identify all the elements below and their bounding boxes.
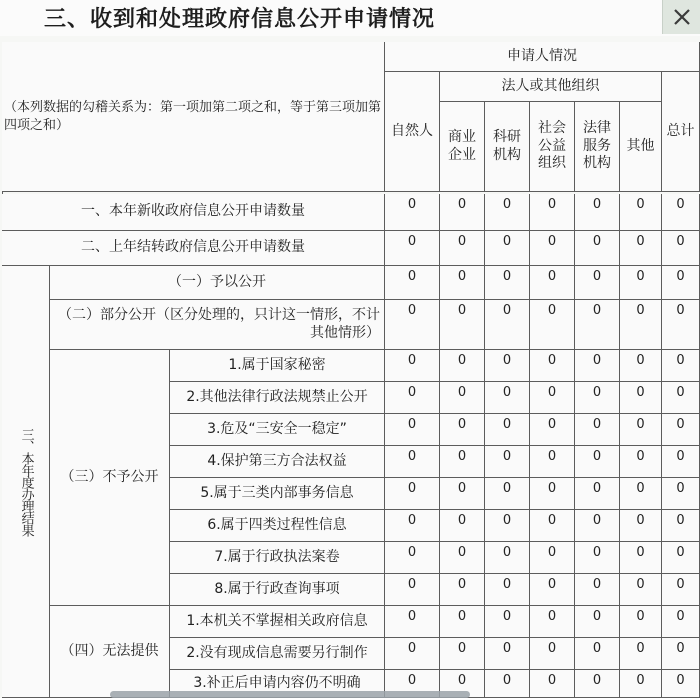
header-legal: 法人或其他组织 <box>440 72 662 102</box>
value-cell: 0 <box>575 446 620 478</box>
value-cell: 0 <box>530 670 575 698</box>
value-cell: 0 <box>440 266 485 300</box>
title-bar <box>0 0 700 36</box>
value-cell: 0 <box>440 478 485 510</box>
value-cell: 0 <box>385 574 440 606</box>
value-cell: 0 <box>440 510 485 542</box>
row-label: 7.属于行政执法案卷 <box>170 542 385 574</box>
value-cell: 0 <box>620 414 662 446</box>
value-cell: 0 <box>485 414 530 446</box>
header-applicant: 申请人情况 <box>385 42 700 72</box>
header-welfare: 社会 公益 组织 <box>530 102 575 192</box>
group-section3: 三、本年度办理结果 <box>2 266 50 698</box>
value-cell: 0 <box>530 382 575 414</box>
value-cell: 0 <box>575 382 620 414</box>
row-label: 一、本年新收政府信息公开申请数量 <box>2 194 385 231</box>
row-label: 8.属于行政查询事项 <box>170 574 385 606</box>
value-cell: 0 <box>620 231 662 266</box>
row-label: 1.属于国家秘密 <box>170 350 385 382</box>
value-cell: 0 <box>575 266 620 300</box>
value-cell: 0 <box>620 606 662 638</box>
value-cell: 0 <box>662 446 700 478</box>
value-cell: 0 <box>620 350 662 382</box>
value-cell: 0 <box>485 350 530 382</box>
row-label: 1.本机关不掌握相关政府信息 <box>170 606 385 638</box>
value-cell: 0 <box>385 414 440 446</box>
value-cell: 0 <box>440 231 485 266</box>
value-cell: 0 <box>485 231 530 266</box>
header-other: 其他 <box>620 102 662 192</box>
value-cell: 0 <box>530 446 575 478</box>
value-cell: 0 <box>620 446 662 478</box>
row-label: 3.危及“三安全一稳定” <box>170 414 385 446</box>
value-cell: 0 <box>485 300 530 350</box>
value-cell: 0 <box>575 510 620 542</box>
value-cell: 0 <box>662 350 700 382</box>
value-cell: 0 <box>575 606 620 638</box>
value-cell: 0 <box>575 574 620 606</box>
row-label: 4.保护第三方合法权益 <box>170 446 385 478</box>
value-cell: 0 <box>662 542 700 574</box>
row-label: 6.属于四类过程性信息 <box>170 510 385 542</box>
value-cell: 0 <box>385 670 440 698</box>
value-cell: 0 <box>530 606 575 638</box>
value-cell: 0 <box>530 350 575 382</box>
value-cell: 0 <box>575 638 620 670</box>
value-cell: 0 <box>385 266 440 300</box>
value-cell: 0 <box>530 266 575 300</box>
row-label: （一）予以公开 <box>50 266 385 300</box>
group-cannot-provide: （四）无法提供 <box>50 606 170 698</box>
value-cell: 0 <box>485 574 530 606</box>
value-cell: 0 <box>385 382 440 414</box>
value-cell: 0 <box>575 300 620 350</box>
value-cell: 0 <box>485 542 530 574</box>
value-cell: 0 <box>385 542 440 574</box>
value-cell: 0 <box>530 638 575 670</box>
value-cell: 0 <box>620 510 662 542</box>
value-cell: 0 <box>662 670 700 698</box>
value-cell: 0 <box>485 638 530 670</box>
value-cell: 0 <box>530 194 575 231</box>
value-cell: 0 <box>620 266 662 300</box>
row-label: 2.其他法律行政法规禁止公开 <box>170 382 385 414</box>
value-cell: 0 <box>440 638 485 670</box>
value-cell: 0 <box>620 382 662 414</box>
value-cell: 0 <box>662 606 700 638</box>
value-cell: 0 <box>530 300 575 350</box>
value-cell: 0 <box>575 414 620 446</box>
value-cell: 0 <box>485 510 530 542</box>
value-cell: 0 <box>385 446 440 478</box>
disclosure-table <box>0 36 700 698</box>
value-cell: 0 <box>575 231 620 266</box>
value-cell: 0 <box>530 510 575 542</box>
group-not-public: （三）不予公开 <box>50 350 170 606</box>
value-cell: 0 <box>440 382 485 414</box>
close-icon <box>671 6 693 28</box>
value-cell: 0 <box>530 542 575 574</box>
value-cell: 0 <box>485 606 530 638</box>
value-cell: 0 <box>662 478 700 510</box>
value-cell: 0 <box>385 606 440 638</box>
value-cell: 0 <box>575 670 620 698</box>
value-cell: 0 <box>662 574 700 606</box>
header-natural: 自然人 <box>385 72 440 192</box>
header-law: 法律 服务 机构 <box>575 102 620 192</box>
value-cell: 0 <box>620 300 662 350</box>
header-business: 商业 企业 <box>440 102 485 192</box>
value-cell: 0 <box>620 638 662 670</box>
page-title: 三、收到和处理政府信息公开申请情况 <box>44 7 436 32</box>
value-cell: 0 <box>575 542 620 574</box>
value-cell: 0 <box>662 638 700 670</box>
value-cell: 0 <box>440 350 485 382</box>
value-cell: 0 <box>485 478 530 510</box>
value-cell: 0 <box>530 231 575 266</box>
value-cell: 0 <box>385 638 440 670</box>
value-cell: 0 <box>620 542 662 574</box>
value-cell: 0 <box>485 266 530 300</box>
value-cell: 0 <box>662 414 700 446</box>
value-cell: 0 <box>440 670 485 698</box>
value-cell: 0 <box>440 194 485 231</box>
value-cell: 0 <box>620 574 662 606</box>
row-label: 二、上年结转政府信息公开申请数量 <box>2 231 385 266</box>
value-cell: 0 <box>485 670 530 698</box>
value-cell: 0 <box>440 300 485 350</box>
value-cell: 0 <box>385 194 440 231</box>
value-cell: 0 <box>530 574 575 606</box>
close-button[interactable] <box>662 0 700 34</box>
value-cell: 0 <box>485 194 530 231</box>
value-cell: 0 <box>440 574 485 606</box>
value-cell: 0 <box>485 446 530 478</box>
value-cell: 0 <box>440 446 485 478</box>
value-cell: 0 <box>530 414 575 446</box>
horizontal-scrollbar[interactable] <box>110 691 470 698</box>
value-cell: 0 <box>385 510 440 542</box>
value-cell: 0 <box>440 606 485 638</box>
value-cell: 0 <box>385 231 440 266</box>
value-cell: 0 <box>662 382 700 414</box>
value-cell: 0 <box>485 382 530 414</box>
value-cell: 0 <box>385 300 440 350</box>
value-cell: 0 <box>620 194 662 231</box>
row-label: 5.属于三类内部事务信息 <box>170 478 385 510</box>
value-cell: 0 <box>575 478 620 510</box>
row-label: 3.补正后申请内容仍不明确 <box>170 670 385 698</box>
value-cell: 0 <box>575 194 620 231</box>
value-cell: 0 <box>662 194 700 231</box>
row-label: 2.没有现成信息需要另行制作 <box>170 638 385 670</box>
value-cell: 0 <box>440 414 485 446</box>
value-cell: 0 <box>662 510 700 542</box>
value-cell: 0 <box>662 266 700 300</box>
table-note: （本列数据的勾稽关系为：第一项加第二项之和，等于第三项加第四项之和） <box>2 42 385 192</box>
header-total: 总计 <box>662 72 700 192</box>
value-cell: 0 <box>662 231 700 266</box>
value-cell: 0 <box>662 300 700 350</box>
value-cell: 0 <box>385 478 440 510</box>
row-label: （二）部分公开（区分处理的，只计这一情形，不计其他情形） <box>50 300 385 350</box>
value-cell: 0 <box>620 478 662 510</box>
value-cell: 0 <box>385 350 440 382</box>
value-cell: 0 <box>530 478 575 510</box>
value-cell: 0 <box>440 542 485 574</box>
header-research: 科研 机构 <box>485 102 530 192</box>
value-cell: 0 <box>620 670 662 698</box>
value-cell: 0 <box>575 350 620 382</box>
